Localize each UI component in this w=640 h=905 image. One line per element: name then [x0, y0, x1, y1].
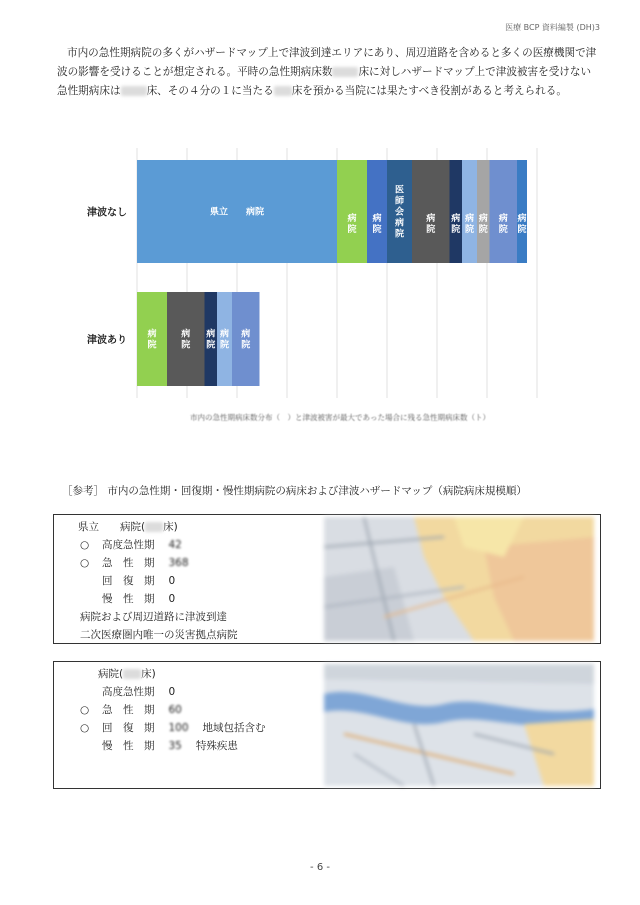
segment-label: 医師会病院: [394, 185, 405, 240]
chart-caption: 市内の急性期病床数分布（ ）と津波被害が最大であった場合に残る急性期病床数（ト）: [190, 413, 490, 422]
segment-label: 病院: [464, 214, 475, 235]
hospital-name: 県立 病院( 床): [78, 521, 178, 533]
hospital-name: 病院( 床): [98, 668, 156, 680]
segment-label: 病院: [147, 329, 157, 351]
bed-row: 慢 性 期 0: [102, 593, 176, 605]
bed-row: ○ 回 復 期 100 地域包括含む: [80, 722, 266, 734]
bar-segment: [462, 160, 477, 263]
reference-title: ［参考］ 市内の急性期・回復期・慢性期病院の病床および津波ハザードマップ（病院病床規模順）: [62, 485, 527, 497]
segment-label: 病院: [451, 214, 461, 235]
segment-label: 病院: [181, 329, 191, 351]
segment-label: 病院: [498, 214, 508, 235]
hospital-note: 病院および周辺道路に津波到達: [80, 611, 227, 623]
bed-row: 回 復 期 0: [102, 575, 176, 587]
segment-label: 病院: [347, 214, 357, 235]
redacted-value: [145, 522, 163, 532]
bar-segment: [517, 160, 527, 263]
tsunami-hazard-map-2: [324, 664, 594, 786]
segment-label: 病院: [517, 214, 527, 235]
bed-row: ○ 高度急性期 42: [80, 539, 182, 551]
hospital-card-2: [53, 661, 601, 789]
tsunami-hazard-map-1: [324, 517, 594, 641]
bar-segment: [337, 160, 367, 263]
bed-row: ○ 急 性 期 368: [80, 557, 189, 569]
segment-label: 病院: [219, 329, 230, 351]
bar-segment: [477, 160, 490, 263]
hospital-card-1: [53, 514, 601, 644]
redacted-value: [121, 86, 147, 96]
segment-label: 病院: [241, 329, 251, 351]
intro-paragraph: 市内の急性期病院の多くがハザードマップ上で津波到達エリアにあり、周辺道路を含めると多くの医療機関で津波の影響を受けることが想定される。平時の急性期病床数 床に対しハザードマップ上で津波被害を受けない急性期病床は 床、その４分の１に当たる 床を預かる当院には果たすべき役割があると考えられる。: [57, 47, 597, 97]
bed-row: 慢 性 期 35 特殊疾患: [102, 740, 238, 752]
category-label: 津波なし: [87, 207, 127, 219]
category-label: 津波あり: [87, 335, 127, 346]
segment-label: 病院: [426, 214, 436, 235]
hospital-note: 二次医療圏内唯一の災害拠点病院: [80, 629, 238, 641]
document-code: 医療 BCP 資料編製 (DH)3: [505, 23, 600, 32]
bar-segment: [450, 160, 463, 263]
bed-row: 高度急性期 0: [102, 686, 176, 698]
segment-label: 病院: [478, 214, 488, 235]
segment-label: 県立 病院: [209, 207, 265, 218]
segment-label: 病院: [206, 329, 216, 351]
segment-label: 病院: [372, 214, 382, 235]
redacted-value: [332, 67, 358, 77]
bed-distribution-chart: [80, 138, 550, 408]
redacted-value: [274, 86, 292, 96]
redacted-value: [123, 669, 141, 679]
bar-segment: [367, 160, 387, 263]
page-number: - 6 -: [310, 862, 330, 873]
bed-row: ○ 急 性 期 60: [80, 704, 182, 716]
bar-segment: [412, 160, 450, 263]
bar-segment: [490, 160, 518, 263]
